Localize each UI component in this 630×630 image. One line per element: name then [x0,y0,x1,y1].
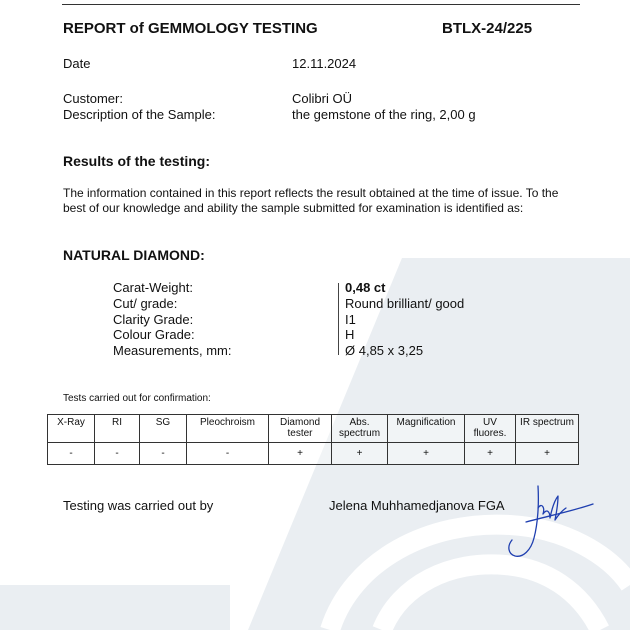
carat-weight-value: 0,48 ct [345,280,386,295]
sample-label: Description of the Sample: [63,107,216,122]
testing-label: Testing was carried out by [63,498,214,513]
handwritten-signature [498,478,598,564]
colour-grade-label: Colour Grade: [113,327,195,342]
test-value-ir-spectrum: + [516,443,579,465]
test-header-ir-spectrum: IR spectrum [516,415,579,443]
report-number: BTLX-24/225 [442,20,533,37]
test-value-diamond-tester: + [269,443,332,465]
results-intro: The information contained in this report reflects the result obtained at the time of issue. To the best of our knowledge and ability the sample submitted for examination is identified as: [63,186,559,215]
test-header-xray: X-Ray [48,415,95,443]
gemmologist-name: Jelena Muhhamedjanova FGA [329,498,505,513]
clarity-grade-value: I1 [345,312,356,327]
test-header-magnification: Magnification [388,415,465,443]
cut-grade-label: Cut/ grade: [113,296,178,311]
test-header-uv-fluores: UV fluores. [465,415,516,443]
test-value-magnification: + [388,443,465,465]
carat-weight-label: Carat-Weight: [113,280,193,295]
test-value-xray: - [48,443,95,465]
test-header-abs-spectrum: Abs. spectrum [332,415,388,443]
results-heading: Results of the testing: [63,153,211,169]
identification-heading: NATURAL DIAMOND: [63,247,205,263]
test-value-sg: - [140,443,187,465]
cut-grade-value: Round brilliant/ good [345,296,465,311]
property-separator [338,283,339,355]
customer-label: Customer: [63,91,123,106]
measurements-value: Ø 4,85 x 3,25 [345,343,424,358]
test-value-abs-spectrum: + [332,443,388,465]
tests-value-row [48,443,579,465]
test-header-ri: RI [95,415,140,443]
test-value-ri: - [95,443,140,465]
tests-table [47,414,579,465]
clarity-grade-label: Clarity Grade: [113,312,194,327]
measurements-label: Measurements, mm: [113,343,232,358]
date-label: Date [63,56,91,71]
colour-grade-value: H [345,327,355,342]
test-header-diamond-tester: Diamond tester [269,415,332,443]
test-header-pleochroism: Pleochroism [187,415,269,443]
report-title: REPORT of GEMMOLOGY TESTING [63,20,318,37]
sample-value: the gemstone of the ring, 2,00 g [292,107,476,122]
test-header-sg: SG [140,415,187,443]
test-value-uv-fluores: + [465,443,516,465]
tests-header-row [48,415,579,443]
test-value-pleochroism: - [187,443,269,465]
top-rule [62,4,580,5]
date-value: 12.11.2024 [292,56,357,71]
customer-value: Colibri OÜ [292,91,352,106]
tests-caption: Tests carried out for confirmation: [63,393,211,404]
